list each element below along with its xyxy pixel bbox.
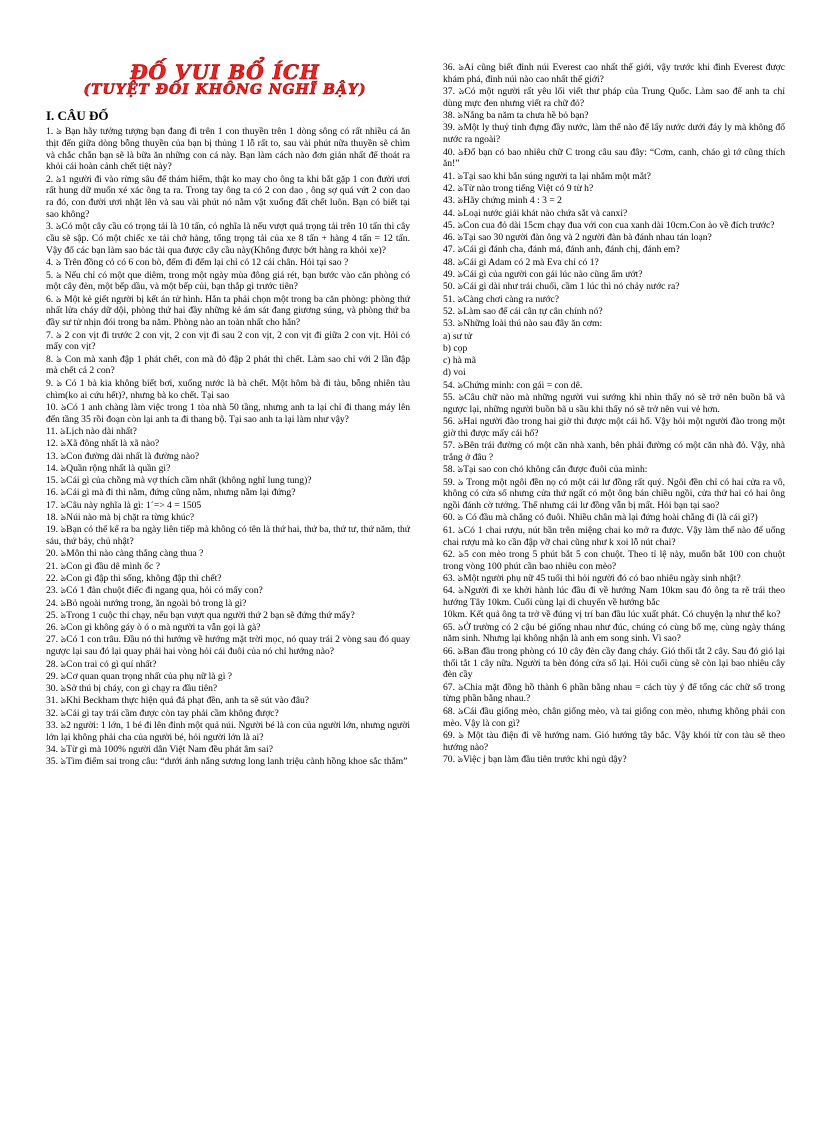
question-item: 32. ঌCái gì tay trái cầm được còn tay phải cầm không được?	[46, 707, 279, 719]
question-item: 37. ঌCó một người rất yêu lối viết thư pháp của Trung Quốc. Làm sao để anh ta chỉ dùng mực đen nhưng viết ra chữ đỏ?	[443, 86, 785, 109]
question-item: 61. ঌCó 1 chai rượu, nút bần trên miệng chai ko mở ra được. Vậy làm thế nào để uống chai rượu mà ko cần đập vỡ chai cũng như k xoi lỗ nút chai?	[443, 524, 785, 548]
question-item: 36. ঌAi cũng biết đỉnh núi Everest cao nhất thế giới, vậy trước khi đỉnh Everest được khám phá, đỉnh núi nào cao nhất thế giới?	[443, 62, 785, 85]
question-item: 48. ঌCái gì Adam có 2 mà Eva chỉ có 1?	[443, 256, 599, 268]
question-item: 63. ঌMột người phụ nữ 45 tuổi thì hỏi người đó có bao nhiêu ngày sinh nhật?	[443, 572, 741, 584]
question-item: 44. ঌLoại nước giải khát nào chứa sắt và canxi?	[443, 207, 628, 219]
left-column	[46, 126, 410, 769]
question-item: 64. ঌNgười đi xe khởi hành lúc đầu đi về hướng Nam 10km sau đó ông ta rẽ trái theo hướng Tây 10km. Cuối cùng lại di chuyển về hướng bắc	[443, 585, 785, 609]
question-item: 27. ঌCó 1 con trâu. Đầu nó thì hướng về hướng mặt trời mọc, nó quay trái 2 vòng sau đó quay ngược lại sau đó lại quay phải hai vòng hỏi cái đuôi của nó chỉ hướng nào?	[46, 634, 410, 658]
question-item: d) voi	[443, 367, 466, 379]
question-item: 15. ঌCái gì của chồng mà vợ thích cầm nhất (không nghĩ lung tung)?	[46, 475, 312, 487]
question-item: 1. ঌ Bạn hãy tưởng tượng bạn đang đi trên 1 con thuyền trên 1 dòng sông có rất nhiều cá ăn thịt đến giữa dòng bỗng thuyền của bạn bị thủng 1 lỗ rất to, sau vài phút nữa thuyền sẽ chìm và chắc chắn bạn sẽ là bữa ăn những con cá này. Bạn làm cách nào đơn giản nhất để thoát ra khỏi cái hoàn cảnh chết tiệt này?	[46, 126, 410, 173]
question-item: 38. ঌNắng ba năm ta chưa hề bỏ bạn?	[443, 110, 589, 122]
question-item: 22. ঌCon gì đập thì sống, không đập thì chết?	[46, 572, 222, 584]
question-item: 59. ঌ Trong một ngôi đền nọ có một cái lư đồng rất quý. Ngôi đền chỉ có hai cửa ra vô, không có cửa sổ nhưng cửa thứ ngất có một ông bán chiều ngồi, cửa thứ hai có hai ông ngồi đánh cờ tướng. Thế nhưng cái lư đồng vẫn bị mất. Hỏi bạn tại sao?	[443, 476, 785, 512]
question-item: 26. ঌCon gì không gáy ò ó o mà người ta vẫn gọi là gà?	[46, 622, 261, 634]
page-title: ĐỐ VUI BỔ ÍCH	[130, 60, 320, 84]
question-item: 3. ঌCó một cây cầu có trọng tải là 10 tấn, có nghĩa là nếu vượt quá trọng tải trên 10 tấn thì cây cầu sẽ sập. Có một chiếc xe tải chở hàng, tổng trọng tải của xe 8 tấn + hàng 4 tấn = 12 tấn. Vậy đố các bạn làm sao bác tài qua được cây cầu này(Không được bớt hàng ra khỏi xe)?	[46, 221, 410, 256]
question-item: 65. ঌỞ trường có 2 cậu bé giống nhau như đúc, chúng có cùng bố mẹ, cùng ngày tháng năm sinh. Nhưng lại không nhận là anh em song sinh. Vì sao?	[443, 621, 785, 645]
question-item: 55. ঌCâu chữ nào mà những người vui sướng khi nhìn thấy nó sẽ trở nên buồn bã và ngược lại, những người buồn bã u sầu khi thấy nó sẽ trở nên vui vẻ hơn.	[443, 392, 785, 415]
question-item: 62. ঌ5 con mèo trong 5 phút bắt 5 con chuột. Theo tỉ lệ này, muốn bắt 100 con chuột trong vòng 100 phút cần bao nhiêu con mèo?	[443, 548, 785, 572]
question-item: 56. ঌHai người đào trong hai giờ thì được một cái hố. Vậy hỏi một người đào trong một giờ thì được mấy cái hố?	[443, 416, 785, 439]
question-item: 68. ঌCái đầu giống mèo, chân giống mèo, và tai giống con mèo, nhưng không phải con mèo. Vậy là con gì?	[443, 705, 785, 729]
question-item: 31. ঌKhi Beckham thực hiện quả đá phạt đền, anh ta sẽ sút vào đâu?	[46, 695, 310, 707]
question-item: 12. ঌXã đông nhất là xã nào?	[46, 438, 160, 450]
question-item: 43. ঌHãy chứng minh 4 : 3 = 2	[443, 195, 562, 207]
question-item: 16. ঌCái gì mà đi thì nằm, đứng cũng nằm, nhưng nằm lại đứng?	[46, 487, 296, 499]
question-item: a) sư tử	[443, 330, 473, 342]
question-item: 11. ঌLịch nào dài nhất?	[46, 425, 137, 437]
question-item: 21. ঌCon gì đầu dê mình ốc ?	[46, 560, 160, 572]
question-item: 30. ঌSở thú bị cháy, con gì chạy ra đầu tiên?	[46, 683, 218, 695]
question-item: 4. ঌ Trên đồng cỏ có 6 con bò, đếm đi đếm lại chỉ có 12 cái chân. Hỏi tại sao ?	[46, 257, 349, 269]
question-item: 52. ঌLàm sao để cái cân tự cân chính nó?	[443, 305, 603, 317]
question-item: 45. ঌCon cua đỏ dài 15cm chạy đua với con cua xanh dài 10cm.Con ào về đích trước?	[443, 219, 775, 231]
question-item: 54. ঌChứng minh: con gái = con dê.	[443, 379, 583, 391]
question-item: 46. ঌTại sao 30 người đàn ông và 2 người đàn bà đánh nhau tán loạn?	[443, 232, 712, 244]
question-item: 33. ঌ2 người: 1 lớn, 1 bé đi lên đỉnh một quả núi. Người bé là con của người lớn, nhưng người lớn lại không phải cha của người bé, hỏi người lớn là ai?	[46, 720, 410, 743]
question-item: 53. ঌNhững loài thú nào sau đây ăn cơm:	[443, 318, 603, 330]
question-item: 35. ঌTìm điểm sai trong câu: “dưới ánh nắng sương long lanh triệu cành hồng khoe sắc thắm”	[46, 756, 408, 768]
question-item: 10km. Kết quả ông ta trở về đúng vị trí ban đầu lúc xuất phát. Có chuyện lạ như thế ko?	[443, 609, 781, 621]
question-item: 70. ঌViệc j bạn làm đầu tiên trước khi ngủ dậy?	[443, 753, 627, 765]
question-item: 20. ঌMôn thi nào càng thắng càng thua ?	[46, 548, 204, 560]
question-item: 18. ঌNúi nào mà bị chặt ra từng khúc?	[46, 512, 195, 523]
question-item: 5. ঌ Nếu chỉ có một que diêm, trong một ngày mùa đông giá rét, bạn bước vào căn phòng có một cây đèn, một bếp dầu, và một bếp củi, bạn thắp gì trước tiên?	[46, 269, 410, 293]
question-item: c) hà mã	[443, 355, 477, 367]
question-item: 66. ঌBan đầu trong phòng có 10 cây đèn cầy đang cháy. Gió thổi tắt 2 cây. Sau đó gió lại thổi tắt 1 cây nữa. Người ta bèn đóng cửa sổ lại. Hỏi cuối cùng sẽ còn lại bao nhiêu cây đèn cầy	[443, 645, 785, 681]
question-item: 67. ঌChia mặt đồng hồ thành 6 phần bằng nhau = cách tùy ý để tổng các chữ số trong từng phần bằng nhau.?	[443, 681, 785, 705]
question-item: 34. ঌTừ gì mà 100% người dân Việt Nam đều phát âm sai?	[46, 744, 273, 756]
question-item: 24. ঌBỏ ngoài nướng trong, ăn ngoài bỏ trong là gì?	[46, 597, 247, 609]
question-item: 10. ঌCó 1 anh chàng làm việc trong 1 tòa nhà 50 tầng, nhưng anh ta lại chỉ đi thang máy lên đến tầng 35 rồi đoạn còn lại anh ta đi thang bộ. Tại sao anh ta lại làm như vậy?	[46, 401, 410, 425]
question-item: 29. ঌCơ quan quan trọng nhất của phụ nữ là gì ?	[46, 670, 233, 682]
question-item: 13. ঌCon đường dài nhất là đường nào?	[46, 450, 200, 462]
question-item: 42. ঌTừ nào trong tiếng Việt có 9 từ h?	[443, 182, 594, 194]
question-item: 28. ঌCon trai có gì quí nhất?	[46, 658, 157, 670]
question-item: 50. ঌCái gì dài như trái chuối, cầm 1 lúc thì nó chảy nước ra?	[443, 281, 680, 293]
question-item: 58. ঌTại sao con chó không cắn được đuôi của mình:	[443, 464, 648, 476]
question-item: 57. ঌBên trái đường có một căn nhà xanh, bên phải đường có một căn nhà đỏ. Vậy, nhà trắng ở đâu ?	[443, 440, 785, 463]
question-item: 47. ঌCái gì đánh cha, đánh má, đánh anh, đánh chị, đánh em?	[443, 244, 680, 256]
question-item: 60. ঌ Có đầu mà chẳng có đuôi. Nhiều chân mà lại đứng hoài chẳng đi (là cái gì?)	[443, 512, 758, 524]
question-item: 9. ঌ Có 1 bà kia không biết bơi, xuống nước là bà chết. Một hôm bà đi tàu, bỗng nhiên tàu chìm(ko ai cứu hết)?, nhưng bà ko chết. Tại sao	[46, 377, 410, 401]
question-item: 51. ঌCàng chơi càng ra nước?	[443, 293, 559, 305]
question-item: 40. ঌĐố bạn có bao nhiêu chữ C trong câu sau đây: “Cơm, canh, cháo gì tớ cũng thích ăn!”	[443, 146, 785, 170]
question-item: 19. ঌBạn có thể kể ra ba ngày liên tiếp mà không có tên là thứ hai, thứ ba, thứ tư, thứ năm, thứ sáu, thứ bảy, chủ nhật?	[46, 524, 410, 548]
question-item: 2. ঌ1 người đi vào rừng sâu để thám hiểm, thật ko may cho ông ta khi bắt gặp 1 con đười ươi rất hung dữ muốn xé xác ông ta ra. Trong tay ông ta có 2 con dao , ông sợ quá vứt 2 con dao ra đó, con đười ươi nhặt lên và sau vài phút nó nằm vật xuống đất chết luôn. Bạn có biết tại sao không?	[46, 173, 410, 221]
question-item: 39. ঌMột ly thuỷ tinh đựng đầy nước, làm thế nào để lấy nước dưới đáy ly mà không đổ nước ra ngoài?	[443, 122, 785, 146]
right-column	[443, 62, 785, 766]
question-item: 6. ঌ Một kẻ giết người bị kết án tử hình. Hắn ta phải chọn một trong ba căn phòng: phòng thứ nhất lửa cháy dữ dội, phòng thứ hai đầy những kẻ ám sát đang giương súng, và phòng thứ ba đầy sư tử nhịn đói trong ba năm. Phòng nào an toàn nhất cho hắn?	[46, 293, 410, 329]
question-item: 7. ঌ 2 con vịt đi trước 2 con vịt, 2 con vịt đi sau 2 con vịt, 2 con vịt đi giữa 2 con vịt. Hỏi có mấy con vịt?	[46, 329, 410, 353]
question-item: 8. ঌ Con mà xanh đập 1 phát chết, con mà đỏ đập 2 phát thì chết. Làm sao chỉ với 2 lần đập mà chết cả 2 con?	[46, 353, 410, 377]
question-item: 14. ঌQuần rộng nhất là quần gì?	[46, 462, 171, 474]
question-item: 41. ঌTại sao khi bắn súng người ta lại nhắm một mắt?	[443, 170, 651, 182]
question-item: 23. ঌCó 1 đàn chuột điếc đi ngang qua, hỏi có mấy con?	[46, 585, 263, 597]
page-subtitle: (TUYỆT ĐỐI KHÔNG NGHĨ BẬY)	[83, 82, 367, 98]
question-item: 49. ঌCái gì của người con gái lúc nào cũng ẩm ướt?	[443, 269, 643, 281]
question-item: 17. ঌCâu này nghĩa là gì: 1´=> 4 = 1505	[46, 499, 202, 511]
question-item: 25. ঌTrong 1 cuộc thi chạy, nếu bạn vượt qua người thứ 2 bạn sẽ đứng thứ mấy?	[46, 609, 355, 621]
question-item: 69. ঌ Một tàu điện đi về hướng nam. Gió hướng tây bắc. Vậy khói từ con tàu sẽ theo hướng nào?	[443, 729, 785, 753]
section-heading: I. CÂU ĐỐ	[46, 108, 109, 123]
question-item: b) cọp	[443, 342, 468, 354]
